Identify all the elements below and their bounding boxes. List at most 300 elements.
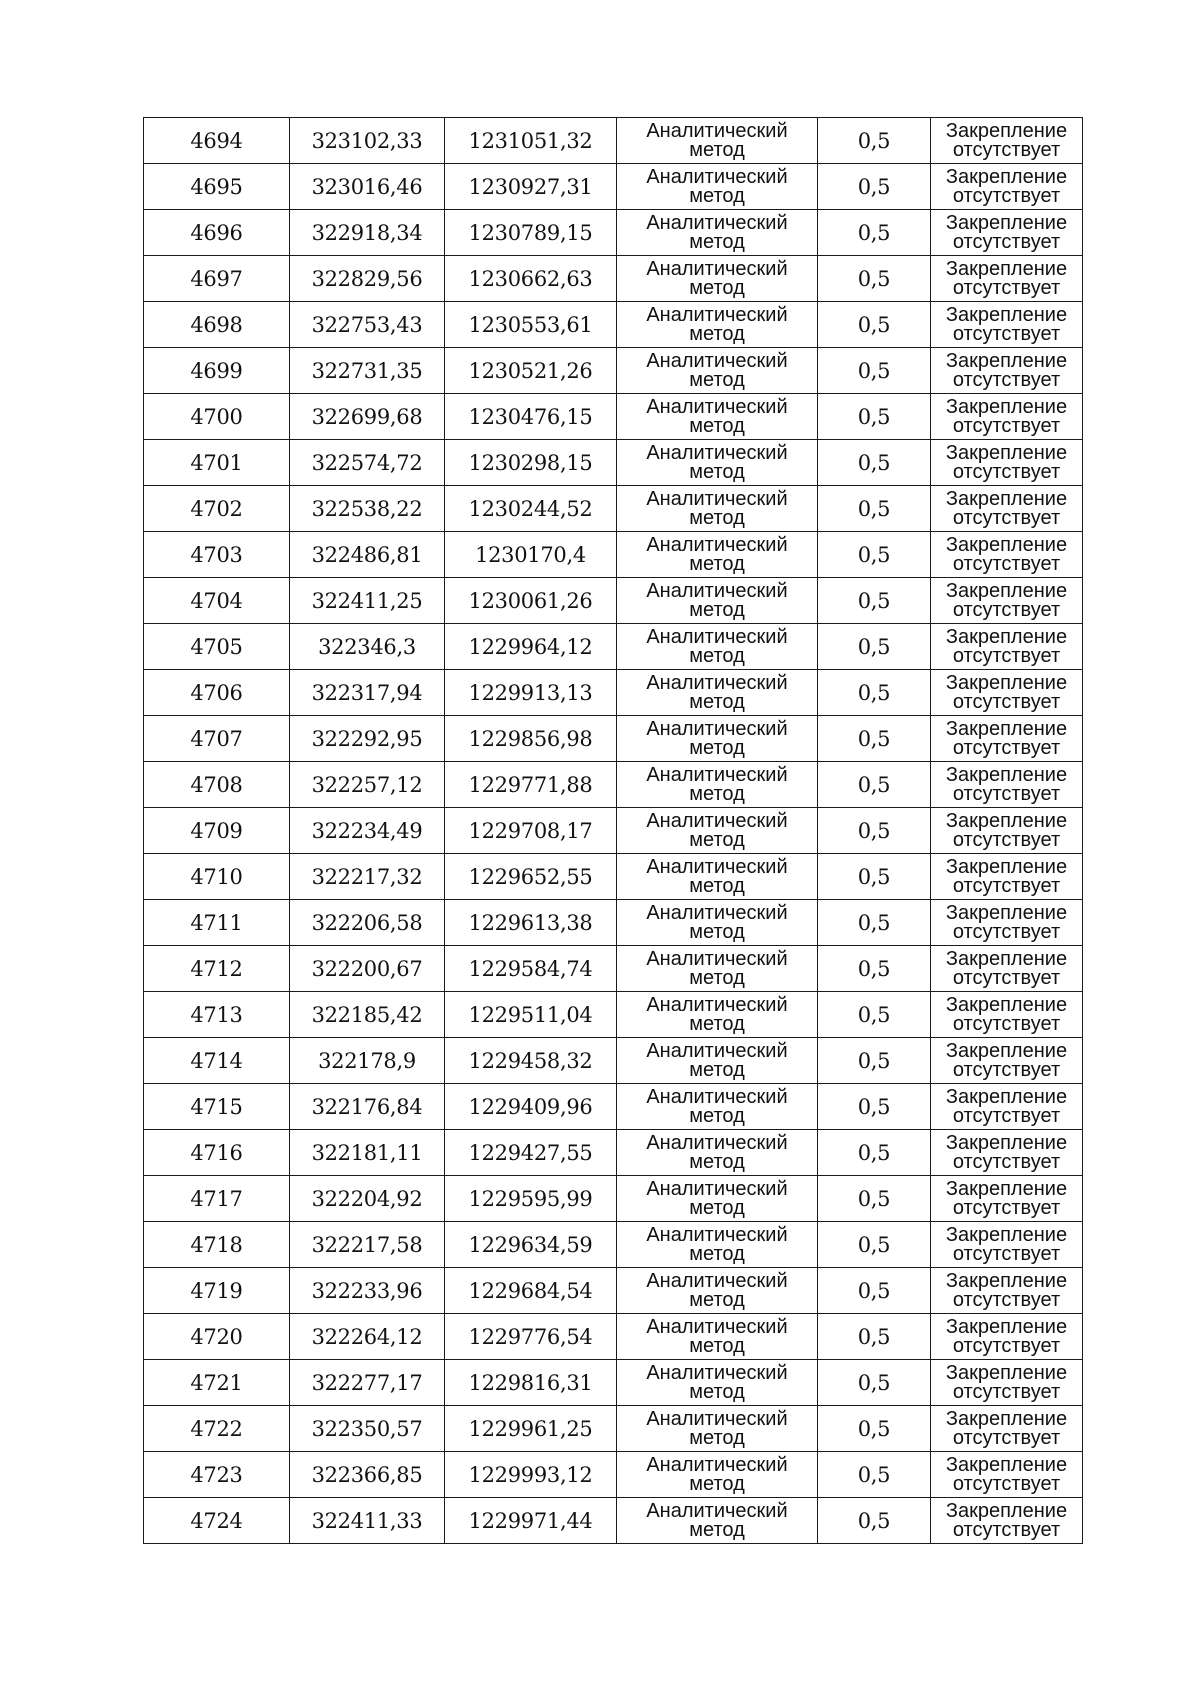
x-coordinate-cell: 323102,33 — [290, 118, 445, 164]
y-coordinate-cell: 1229595,99 — [445, 1176, 617, 1222]
method-cell — [617, 210, 818, 256]
method-line-1: Аналитический — [646, 396, 788, 418]
fixation-line-2: отсутствует — [952, 1197, 1061, 1219]
fixation-line-1: Закрепление — [945, 1270, 1068, 1292]
point-number-cell: 4694 — [144, 118, 290, 164]
fixation-cell — [931, 624, 1083, 670]
method-line-1: Аналитический — [646, 902, 788, 924]
table-row — [144, 716, 1083, 762]
fixation-cell — [931, 854, 1083, 900]
point-number-cell: 4698 — [144, 302, 290, 348]
method-cell — [617, 900, 818, 946]
fixation-line-2: отсутствует — [952, 1473, 1061, 1495]
y-coordinate-cell: 1229961,25 — [445, 1406, 617, 1452]
method-line-2: метод — [689, 737, 745, 759]
x-coordinate-cell: 323016,46 — [290, 164, 445, 210]
fixation-cell — [931, 670, 1083, 716]
fixation-line-2: отсутствует — [952, 1151, 1061, 1173]
table-row — [144, 808, 1083, 854]
method-line-1: Аналитический — [646, 1408, 788, 1430]
method-cell — [617, 348, 818, 394]
x-coordinate-cell: 322411,25 — [290, 578, 445, 624]
y-coordinate-cell: 1229634,59 — [445, 1222, 617, 1268]
point-number-cell: 4717 — [144, 1176, 290, 1222]
x-coordinate-cell: 322829,56 — [290, 256, 445, 302]
fixation-line-2: отсутствует — [952, 875, 1061, 897]
point-number-cell: 4724 — [144, 1498, 290, 1544]
x-coordinate-cell: 322185,42 — [290, 992, 445, 1038]
point-number-cell: 4699 — [144, 348, 290, 394]
table-row — [144, 900, 1083, 946]
fixation-cell — [931, 394, 1083, 440]
method-cell — [617, 716, 818, 762]
fixation-line-1: Закрепление — [945, 1178, 1068, 1200]
accuracy-cell: 0,5 — [818, 854, 931, 900]
x-coordinate-cell: 322206,58 — [290, 900, 445, 946]
x-coordinate-cell: 322257,12 — [290, 762, 445, 808]
method-line-1: Аналитический — [646, 534, 788, 556]
x-coordinate-cell: 322200,67 — [290, 946, 445, 992]
method-line-2: метод — [689, 369, 745, 391]
y-coordinate-cell: 1230476,15 — [445, 394, 617, 440]
fixation-line-1: Закрепление — [945, 902, 1068, 924]
method-line-1: Аналитический — [646, 1270, 788, 1292]
method-line-2: метод — [689, 139, 745, 161]
method-line-2: метод — [689, 553, 745, 575]
method-line-2: метод — [689, 1013, 745, 1035]
method-line-1: Аналитический — [646, 304, 788, 326]
fixation-cell — [931, 302, 1083, 348]
fixation-line-1: Закрепление — [945, 718, 1068, 740]
method-line-2: метод — [689, 1197, 745, 1219]
method-line-2: метод — [689, 185, 745, 207]
x-coordinate-cell: 322538,22 — [290, 486, 445, 532]
method-cell — [617, 1038, 818, 1084]
point-number-cell: 4709 — [144, 808, 290, 854]
method-line-1: Аналитический — [646, 1316, 788, 1338]
accuracy-cell: 0,5 — [818, 302, 931, 348]
method-line-2: метод — [689, 507, 745, 529]
fixation-line-1: Закрепление — [945, 1224, 1068, 1246]
fixation-line-2: отсутствует — [952, 737, 1061, 759]
point-number-cell: 4697 — [144, 256, 290, 302]
fixation-line-2: отсутствует — [952, 323, 1061, 345]
accuracy-cell: 0,5 — [818, 808, 931, 854]
fixation-line-2: отсутствует — [952, 139, 1061, 161]
table-row — [144, 1406, 1083, 1452]
method-cell — [617, 394, 818, 440]
fixation-line-2: отсутствует — [952, 1381, 1061, 1403]
table-row — [144, 1452, 1083, 1498]
method-cell — [617, 1222, 818, 1268]
point-number-cell: 4708 — [144, 762, 290, 808]
method-cell — [617, 854, 818, 900]
fixation-line-1: Закрепление — [945, 442, 1068, 464]
method-cell — [617, 1130, 818, 1176]
fixation-line-1: Закрепление — [945, 1132, 1068, 1154]
accuracy-cell: 0,5 — [818, 1498, 931, 1544]
fixation-line-1: Закрепление — [945, 304, 1068, 326]
fixation-line-2: отсутствует — [952, 1335, 1061, 1357]
y-coordinate-cell: 1229409,96 — [445, 1084, 617, 1130]
fixation-cell — [931, 1176, 1083, 1222]
table-row — [144, 210, 1083, 256]
method-cell — [617, 486, 818, 532]
method-line-2: метод — [689, 415, 745, 437]
fixation-cell — [931, 1268, 1083, 1314]
fixation-line-1: Закрепление — [945, 1086, 1068, 1108]
x-coordinate-cell: 322699,68 — [290, 394, 445, 440]
table-row — [144, 1268, 1083, 1314]
fixation-line-1: Закрепление — [945, 1454, 1068, 1476]
y-coordinate-cell: 1231051,32 — [445, 118, 617, 164]
fixation-line-2: отсутствует — [952, 507, 1061, 529]
method-line-2: метод — [689, 1519, 745, 1541]
y-coordinate-cell: 1230789,15 — [445, 210, 617, 256]
accuracy-cell: 0,5 — [818, 256, 931, 302]
fixation-line-1: Закрепление — [945, 626, 1068, 648]
coordinates-table — [143, 117, 1083, 1544]
fixation-line-1: Закрепление — [945, 1316, 1068, 1338]
fixation-line-2: отсутствует — [952, 415, 1061, 437]
accuracy-cell: 0,5 — [818, 1314, 931, 1360]
y-coordinate-cell: 1229584,74 — [445, 946, 617, 992]
fixation-cell — [931, 1130, 1083, 1176]
method-line-1: Аналитический — [646, 1362, 788, 1384]
accuracy-cell: 0,5 — [818, 1406, 931, 1452]
fixation-line-2: отсутствует — [952, 553, 1061, 575]
table-row — [144, 348, 1083, 394]
method-line-2: метод — [689, 1105, 745, 1127]
method-line-1: Аналитический — [646, 350, 788, 372]
x-coordinate-cell: 322574,72 — [290, 440, 445, 486]
fixation-line-1: Закрепление — [945, 120, 1068, 142]
fixation-line-2: отсутствует — [952, 185, 1061, 207]
method-line-1: Аналитический — [646, 1178, 788, 1200]
fixation-line-1: Закрепление — [945, 488, 1068, 510]
accuracy-cell: 0,5 — [818, 1084, 931, 1130]
method-line-1: Аналитический — [646, 1132, 788, 1154]
y-coordinate-cell: 1229776,54 — [445, 1314, 617, 1360]
method-cell — [617, 256, 818, 302]
method-line-2: метод — [689, 875, 745, 897]
fixation-line-1: Закрепление — [945, 948, 1068, 970]
method-cell — [617, 1406, 818, 1452]
fixation-cell — [931, 1314, 1083, 1360]
fixation-cell — [931, 118, 1083, 164]
table-row — [144, 164, 1083, 210]
method-line-2: метод — [689, 1335, 745, 1357]
x-coordinate-cell: 322346,3 — [290, 624, 445, 670]
x-coordinate-cell: 322217,58 — [290, 1222, 445, 1268]
fixation-cell — [931, 486, 1083, 532]
method-line-2: метод — [689, 921, 745, 943]
method-line-1: Аналитический — [646, 580, 788, 602]
fixation-line-2: отсутствует — [952, 783, 1061, 805]
accuracy-cell: 0,5 — [818, 1268, 931, 1314]
point-number-cell: 4721 — [144, 1360, 290, 1406]
y-coordinate-cell: 1230244,52 — [445, 486, 617, 532]
fixation-line-2: отсутствует — [952, 1105, 1061, 1127]
fixation-cell — [931, 532, 1083, 578]
y-coordinate-cell: 1229458,32 — [445, 1038, 617, 1084]
fixation-line-1: Закрепление — [945, 810, 1068, 832]
coordinates-table-body — [144, 118, 1083, 1544]
x-coordinate-cell: 322486,81 — [290, 532, 445, 578]
y-coordinate-cell: 1229964,12 — [445, 624, 617, 670]
method-line-1: Аналитический — [646, 810, 788, 832]
point-number-cell: 4703 — [144, 532, 290, 578]
point-number-cell: 4722 — [144, 1406, 290, 1452]
point-number-cell: 4695 — [144, 164, 290, 210]
fixation-line-2: отсутствует — [952, 1289, 1061, 1311]
fixation-cell — [931, 900, 1083, 946]
method-line-1: Аналитический — [646, 718, 788, 740]
table-row — [144, 440, 1083, 486]
x-coordinate-cell: 322277,17 — [290, 1360, 445, 1406]
table-row — [144, 762, 1083, 808]
method-line-1: Аналитический — [646, 488, 788, 510]
table-row — [144, 578, 1083, 624]
method-cell — [617, 762, 818, 808]
accuracy-cell: 0,5 — [818, 716, 931, 762]
y-coordinate-cell: 1230553,61 — [445, 302, 617, 348]
table-row — [144, 1130, 1083, 1176]
table-row — [144, 256, 1083, 302]
method-cell — [617, 1498, 818, 1544]
y-coordinate-cell: 1230061,26 — [445, 578, 617, 624]
fixation-cell — [931, 578, 1083, 624]
fixation-line-2: отсутствует — [952, 691, 1061, 713]
method-cell — [617, 1084, 818, 1130]
accuracy-cell: 0,5 — [818, 992, 931, 1038]
x-coordinate-cell: 322178,9 — [290, 1038, 445, 1084]
method-line-2: метод — [689, 1151, 745, 1173]
accuracy-cell: 0,5 — [818, 670, 931, 716]
fixation-line-2: отсутствует — [952, 1519, 1061, 1541]
accuracy-cell: 0,5 — [818, 1360, 931, 1406]
point-number-cell: 4701 — [144, 440, 290, 486]
method-line-1: Аналитический — [646, 166, 788, 188]
method-cell — [617, 1314, 818, 1360]
table-row — [144, 1176, 1083, 1222]
point-number-cell: 4696 — [144, 210, 290, 256]
x-coordinate-cell: 322411,33 — [290, 1498, 445, 1544]
table-row — [144, 1222, 1083, 1268]
method-line-1: Аналитический — [646, 626, 788, 648]
x-coordinate-cell: 322233,96 — [290, 1268, 445, 1314]
point-number-cell: 4712 — [144, 946, 290, 992]
method-cell — [617, 118, 818, 164]
fixation-line-1: Закрепление — [945, 350, 1068, 372]
method-cell — [617, 946, 818, 992]
x-coordinate-cell: 322264,12 — [290, 1314, 445, 1360]
point-number-cell: 4702 — [144, 486, 290, 532]
y-coordinate-cell: 1230170,4 — [445, 532, 617, 578]
fixation-cell — [931, 1498, 1083, 1544]
fixation-line-1: Закрепление — [945, 994, 1068, 1016]
point-number-cell: 4716 — [144, 1130, 290, 1176]
method-line-1: Аналитический — [646, 672, 788, 694]
accuracy-cell: 0,5 — [818, 1130, 931, 1176]
table-row — [144, 118, 1083, 164]
method-line-2: метод — [689, 231, 745, 253]
method-line-2: метод — [689, 1427, 745, 1449]
accuracy-cell: 0,5 — [818, 440, 931, 486]
fixation-cell — [931, 210, 1083, 256]
method-line-1: Аналитический — [646, 1224, 788, 1246]
method-cell — [617, 1176, 818, 1222]
fixation-line-2: отсутствует — [952, 1427, 1061, 1449]
method-cell — [617, 1268, 818, 1314]
point-number-cell: 4706 — [144, 670, 290, 716]
method-line-2: метод — [689, 645, 745, 667]
method-line-2: метод — [689, 967, 745, 989]
table-row — [144, 946, 1083, 992]
y-coordinate-cell: 1229708,17 — [445, 808, 617, 854]
fixation-line-1: Закрепление — [945, 856, 1068, 878]
method-cell — [617, 302, 818, 348]
accuracy-cell: 0,5 — [818, 1038, 931, 1084]
method-line-2: метод — [689, 277, 745, 299]
point-number-cell: 4705 — [144, 624, 290, 670]
point-number-cell: 4707 — [144, 716, 290, 762]
point-number-cell: 4700 — [144, 394, 290, 440]
fixation-line-1: Закрепление — [945, 212, 1068, 234]
x-coordinate-cell: 322918,34 — [290, 210, 445, 256]
accuracy-cell: 0,5 — [818, 118, 931, 164]
y-coordinate-cell: 1229856,98 — [445, 716, 617, 762]
table-row — [144, 670, 1083, 716]
accuracy-cell: 0,5 — [818, 1222, 931, 1268]
x-coordinate-cell: 322234,49 — [290, 808, 445, 854]
y-coordinate-cell: 1229511,04 — [445, 992, 617, 1038]
method-line-1: Аналитический — [646, 1086, 788, 1108]
method-cell — [617, 440, 818, 486]
fixation-cell — [931, 256, 1083, 302]
method-line-1: Аналитический — [646, 1500, 788, 1522]
fixation-cell — [931, 1452, 1083, 1498]
method-cell — [617, 1360, 818, 1406]
fixation-line-2: отсутствует — [952, 599, 1061, 621]
accuracy-cell: 0,5 — [818, 946, 931, 992]
y-coordinate-cell: 1230521,26 — [445, 348, 617, 394]
point-number-cell: 4713 — [144, 992, 290, 1038]
point-number-cell: 4704 — [144, 578, 290, 624]
method-line-1: Аналитический — [646, 948, 788, 970]
fixation-cell — [931, 164, 1083, 210]
accuracy-cell: 0,5 — [818, 394, 931, 440]
y-coordinate-cell: 1229816,31 — [445, 1360, 617, 1406]
point-number-cell: 4711 — [144, 900, 290, 946]
y-coordinate-cell: 1229684,54 — [445, 1268, 617, 1314]
x-coordinate-cell: 322731,35 — [290, 348, 445, 394]
accuracy-cell: 0,5 — [818, 1176, 931, 1222]
fixation-cell — [931, 1406, 1083, 1452]
fixation-line-2: отсутствует — [952, 967, 1061, 989]
fixation-cell — [931, 762, 1083, 808]
fixation-line-2: отсутствует — [952, 921, 1061, 943]
fixation-line-1: Закрепление — [945, 1500, 1068, 1522]
table-row — [144, 532, 1083, 578]
x-coordinate-cell: 322366,85 — [290, 1452, 445, 1498]
method-line-1: Аналитический — [646, 1040, 788, 1062]
y-coordinate-cell: 1229427,55 — [445, 1130, 617, 1176]
point-number-cell: 4719 — [144, 1268, 290, 1314]
table-row — [144, 486, 1083, 532]
method-line-2: метод — [689, 599, 745, 621]
y-coordinate-cell: 1229971,44 — [445, 1498, 617, 1544]
table-row — [144, 302, 1083, 348]
fixation-cell — [931, 348, 1083, 394]
x-coordinate-cell: 322753,43 — [290, 302, 445, 348]
x-coordinate-cell: 322292,95 — [290, 716, 445, 762]
method-line-1: Аналитический — [646, 994, 788, 1016]
table-row — [144, 394, 1083, 440]
fixation-line-1: Закрепление — [945, 396, 1068, 418]
method-line-2: метод — [689, 1289, 745, 1311]
x-coordinate-cell: 322217,32 — [290, 854, 445, 900]
accuracy-cell: 0,5 — [818, 624, 931, 670]
fixation-cell — [931, 1360, 1083, 1406]
x-coordinate-cell: 322176,84 — [290, 1084, 445, 1130]
y-coordinate-cell: 1229993,12 — [445, 1452, 617, 1498]
method-line-2: метод — [689, 783, 745, 805]
method-line-2: метод — [689, 1243, 745, 1265]
method-line-2: метод — [689, 461, 745, 483]
fixation-cell — [931, 808, 1083, 854]
accuracy-cell: 0,5 — [818, 532, 931, 578]
method-cell — [617, 670, 818, 716]
table-row — [144, 1038, 1083, 1084]
method-cell — [617, 532, 818, 578]
fixation-line-1: Закрепление — [945, 1362, 1068, 1384]
point-number-cell: 4723 — [144, 1452, 290, 1498]
fixation-line-2: отсутствует — [952, 369, 1061, 391]
table-row — [144, 1084, 1083, 1130]
point-number-cell: 4714 — [144, 1038, 290, 1084]
fixation-cell — [931, 1038, 1083, 1084]
fixation-cell — [931, 440, 1083, 486]
method-cell — [617, 1452, 818, 1498]
fixation-line-2: отсутствует — [952, 1243, 1061, 1265]
table-row — [144, 854, 1083, 900]
y-coordinate-cell: 1230662,63 — [445, 256, 617, 302]
fixation-line-2: отсутствует — [952, 277, 1061, 299]
accuracy-cell: 0,5 — [818, 762, 931, 808]
y-coordinate-cell: 1229652,55 — [445, 854, 617, 900]
x-coordinate-cell: 322317,94 — [290, 670, 445, 716]
fixation-cell — [931, 1222, 1083, 1268]
accuracy-cell: 0,5 — [818, 1452, 931, 1498]
fixation-cell — [931, 716, 1083, 762]
fixation-line-2: отсутствует — [952, 1059, 1061, 1081]
accuracy-cell: 0,5 — [818, 900, 931, 946]
table-row — [144, 1360, 1083, 1406]
fixation-line-1: Закрепление — [945, 580, 1068, 602]
point-number-cell: 4710 — [144, 854, 290, 900]
fixation-line-2: отсутствует — [952, 461, 1061, 483]
table-row — [144, 1498, 1083, 1544]
point-number-cell: 4715 — [144, 1084, 290, 1130]
method-line-1: Аналитический — [646, 1454, 788, 1476]
accuracy-cell: 0,5 — [818, 210, 931, 256]
method-line-2: метод — [689, 691, 745, 713]
method-line-1: Аналитический — [646, 258, 788, 280]
accuracy-cell: 0,5 — [818, 164, 931, 210]
method-line-1: Аналитический — [646, 120, 788, 142]
method-line-2: метод — [689, 1059, 745, 1081]
